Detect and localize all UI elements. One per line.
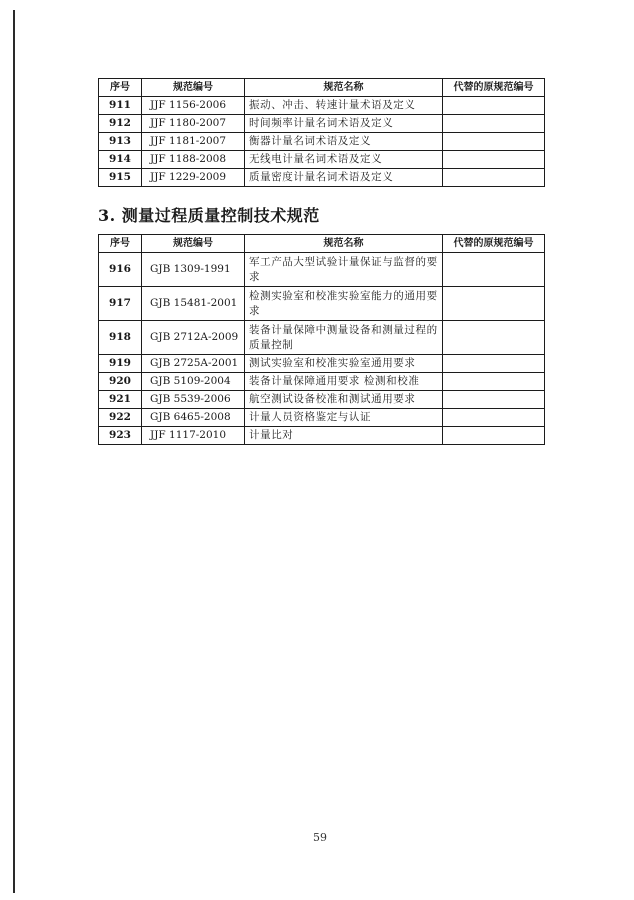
serial-no: 921 <box>99 391 142 409</box>
replaces-code <box>443 427 545 445</box>
header-replaces-code: 代替的原规范编号 <box>443 79 545 97</box>
table-row <box>99 355 545 373</box>
spec-name: 时间频率计量名词术语及定义 <box>245 115 443 133</box>
spec-code: GJB 2725A-2001 <box>142 355 245 373</box>
table-row <box>99 427 545 445</box>
table-row <box>99 169 545 187</box>
spec-code: JJF 1188-2008 <box>142 151 245 169</box>
spec-name: 振动、冲击、转速计量术语及定义 <box>245 97 443 115</box>
spec-code: GJB 5109-2004 <box>142 373 245 391</box>
binding-edge-line <box>13 10 15 893</box>
table-row <box>99 151 545 169</box>
table-header-row <box>99 79 545 97</box>
serial-no: 916 <box>99 253 142 287</box>
spec-code: JJF 1156-2006 <box>142 97 245 115</box>
serial-no: 912 <box>99 115 142 133</box>
standards-table-quality-control <box>98 234 545 445</box>
spec-code: JJF 1117-2010 <box>142 427 245 445</box>
serial-no: 922 <box>99 409 142 427</box>
replaces-code <box>443 151 545 169</box>
spec-code: JJF 1180-2007 <box>142 115 245 133</box>
spec-code: GJB 6465-2008 <box>142 409 245 427</box>
spec-name: 装备计量保障中测量设备和测量过程的质量控制 <box>245 321 443 355</box>
spec-name: 航空测试设备校准和测试通用要求 <box>245 391 443 409</box>
replaces-code <box>443 169 545 187</box>
spec-name: 无线电计量名词术语及定义 <box>245 151 443 169</box>
spec-name: 计量人员资格鉴定与认证 <box>245 409 443 427</box>
serial-no: 919 <box>99 355 142 373</box>
serial-no: 917 <box>99 287 142 321</box>
spec-name: 检测实验室和校准实验室能力的通用要求 <box>245 287 443 321</box>
spec-code: JJF 1229-2009 <box>142 169 245 187</box>
serial-no: 915 <box>99 169 142 187</box>
spec-name: 计量比对 <box>245 427 443 445</box>
standards-table-terms <box>98 78 545 187</box>
serial-no: 920 <box>99 373 142 391</box>
serial-no: 913 <box>99 133 142 151</box>
replaces-code <box>443 97 545 115</box>
replaces-code <box>443 253 545 287</box>
header-spec-code: 规范编号 <box>142 79 245 97</box>
replaces-code <box>443 373 545 391</box>
table-row <box>99 253 545 287</box>
spec-code: GJB 2712A-2009 <box>142 321 245 355</box>
header-spec-code: 规范编号 <box>142 235 245 253</box>
header-replaces-code: 代替的原规范编号 <box>443 235 545 253</box>
serial-no: 923 <box>99 427 142 445</box>
spec-name: 测试实验室和校准实验室通用要求 <box>245 355 443 373</box>
replaces-code <box>443 391 545 409</box>
spec-code: GJB 15481-2001 <box>142 287 245 321</box>
page-number: 59 <box>313 831 327 844</box>
table-row <box>99 409 545 427</box>
replaces-code <box>443 409 545 427</box>
spec-code: JJF 1181-2007 <box>142 133 245 151</box>
serial-no: 914 <box>99 151 142 169</box>
section-heading: 3. 测量过程质量控制技术规范 <box>98 206 320 225</box>
replaces-code <box>443 321 545 355</box>
replaces-code <box>443 287 545 321</box>
replaces-code <box>443 133 545 151</box>
header-spec-name: 规范名称 <box>245 79 443 97</box>
serial-no: 911 <box>99 97 142 115</box>
spec-name: 装备计量保障通用要求 检测和校准 <box>245 373 443 391</box>
header-serial-no: 序号 <box>99 235 142 253</box>
spec-name: 军工产品大型试验计量保证与监督的要求 <box>245 253 443 287</box>
spec-code: GJB 1309-1991 <box>142 253 245 287</box>
serial-no: 918 <box>99 321 142 355</box>
header-spec-name: 规范名称 <box>245 235 443 253</box>
table-row <box>99 97 545 115</box>
table-row <box>99 373 545 391</box>
table-row <box>99 133 545 151</box>
spec-name: 衡器计量名词术语及定义 <box>245 133 443 151</box>
header-serial-no: 序号 <box>99 79 142 97</box>
replaces-code <box>443 115 545 133</box>
spec-code: GJB 5539-2006 <box>142 391 245 409</box>
table-row <box>99 287 545 321</box>
table-row <box>99 115 545 133</box>
replaces-code <box>443 355 545 373</box>
table-row <box>99 321 545 355</box>
table-row <box>99 391 545 409</box>
table-header-row <box>99 235 545 253</box>
spec-name: 质量密度计量名词术语及定义 <box>245 169 443 187</box>
